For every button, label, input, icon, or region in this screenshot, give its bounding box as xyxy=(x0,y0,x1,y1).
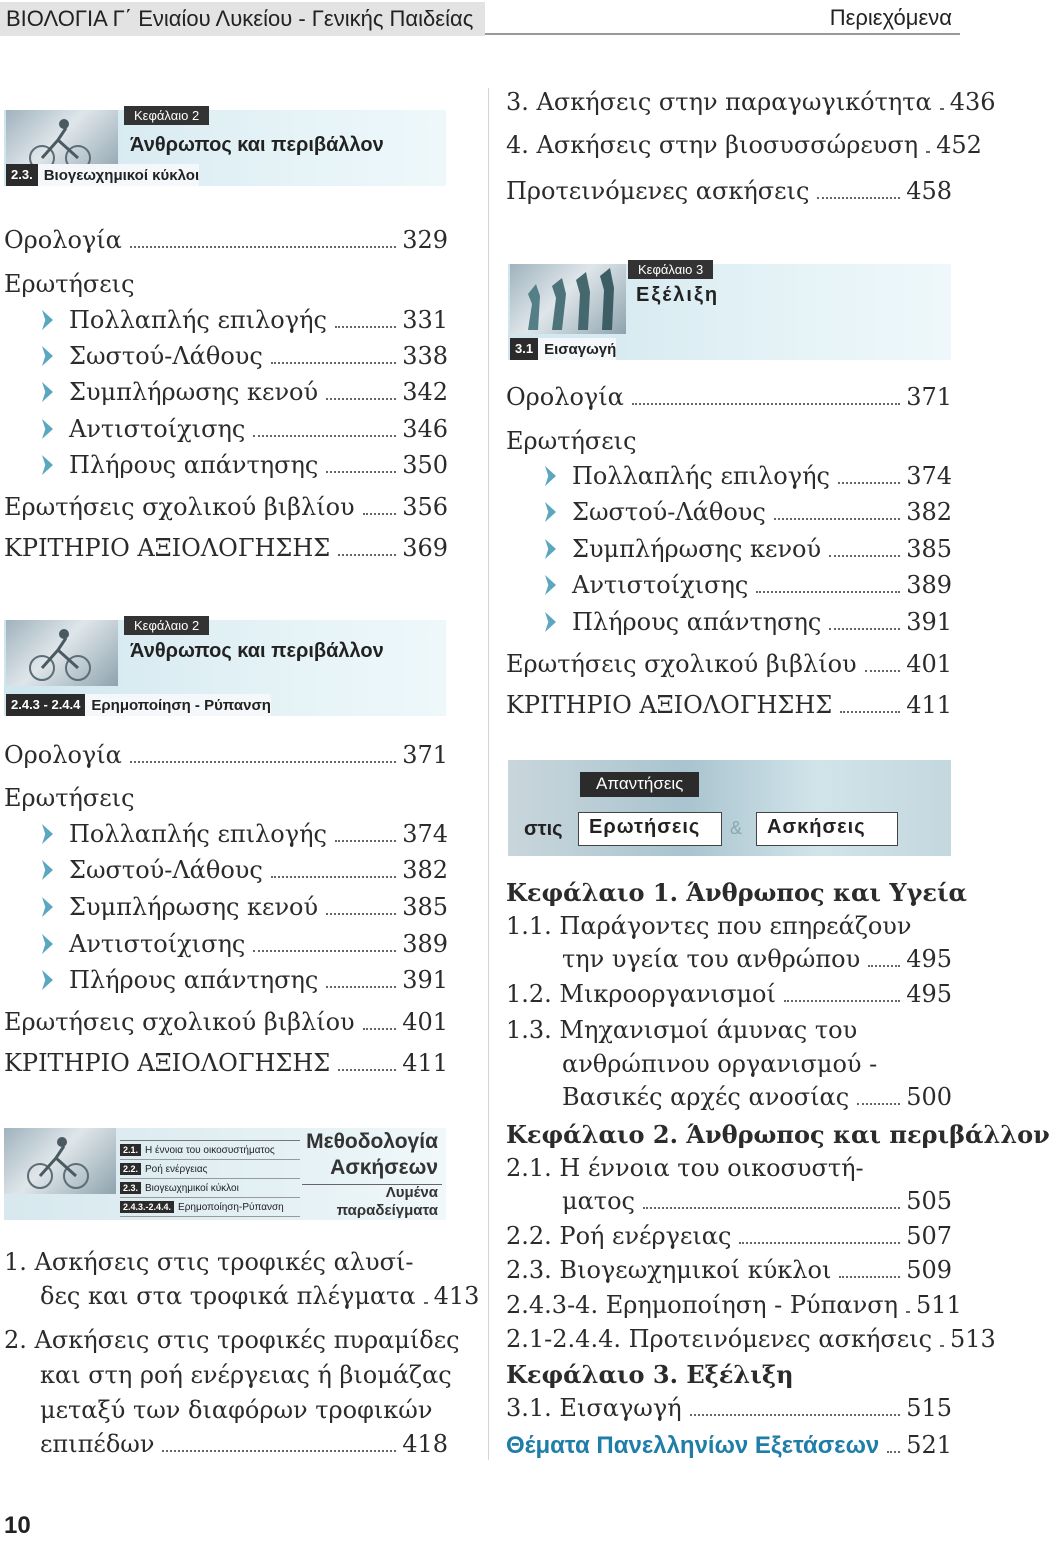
toc-entry[interactable]: την υγεία του ανθρώπου 495 xyxy=(562,945,952,973)
exercise-2-line: και στη ροή ενέργειας ή βιομάζας xyxy=(40,1361,452,1389)
toc-entry[interactable]: Ερωτήσεις σχολικού βιβλίου 401 xyxy=(506,650,952,678)
arrow-icon xyxy=(42,455,53,475)
method-subtitle: Λυμένα xyxy=(385,1184,438,1201)
chapter-banner-2-4 xyxy=(4,606,446,716)
toc-entry[interactable]: Σωστού-Λάθους 382 xyxy=(545,498,952,534)
section-title: Περιεχόμενα xyxy=(829,5,952,30)
toc-entry[interactable]: Ορολογία 329 xyxy=(4,226,448,254)
toc-heading: Ερωτήσεις xyxy=(4,270,135,298)
exercise-1-line: 1. Ασκήσεις στις τροφικές αλυσί- xyxy=(4,1248,414,1276)
toc-entry[interactable]: Συμπλήρωσης κενού 385 xyxy=(545,535,952,571)
toc-entry[interactable]: Βασικές αρχές ανοσίας 500 xyxy=(562,1083,952,1111)
questions-box: Ερωτήσεις xyxy=(578,812,722,846)
answer-line: 1.3. Μηχανισμοί άμυνας του xyxy=(506,1016,858,1044)
toc-entry[interactable]: Πολλαπλής επιλογής 331 xyxy=(42,306,448,342)
arrow-icon xyxy=(545,612,556,632)
toc-entry[interactable]: Συμπλήρωσης κενού 385 xyxy=(42,893,448,929)
toc-entry[interactable]: Ερωτήσεις σχολικού βιβλίου 401 xyxy=(4,1008,448,1036)
arrow-icon xyxy=(545,575,556,595)
chapter-heading: Κεφάλαιο 1. Άνθρωπος και Υγεία xyxy=(506,878,968,907)
arrow-icon xyxy=(42,346,53,366)
chapter-title: Άνθρωπος και περιβάλλον xyxy=(130,640,384,662)
ampersand: & xyxy=(730,818,743,838)
column-divider xyxy=(488,88,489,1460)
method-section-list xyxy=(120,1140,300,1217)
arrow-icon xyxy=(42,934,53,954)
arrow-icon xyxy=(545,502,556,522)
section-number: 2.3. xyxy=(6,164,38,186)
toc-entry[interactable]: Πλήρους απάντησης 391 xyxy=(42,966,448,1002)
toc-entry[interactable]: δες και στα τροφικά πλέγματα 413 xyxy=(40,1282,480,1310)
toc-entry[interactable]: Σωστού-Λάθους 338 xyxy=(42,342,448,378)
arrow-icon xyxy=(42,970,53,990)
section-bar xyxy=(6,694,271,716)
toc-entry[interactable]: 2.3. Βιογεωχημικοί κύκλοι 509 xyxy=(506,1256,952,1284)
answers-label: Απαντήσεις xyxy=(580,772,699,797)
toc-entry[interactable]: Ορολογία 371 xyxy=(506,383,952,411)
answer-line: 1.1. Παράγοντες που επηρεάζουν xyxy=(506,912,912,940)
arrow-icon xyxy=(42,860,53,880)
toc-entry[interactable]: Ερωτήσεις σχολικού βιβλίου 356 xyxy=(4,493,448,521)
list-item: 2.2. Ροή ενέργειας xyxy=(120,1160,300,1179)
toc-entry[interactable]: 4. Ασκήσεις στην βιοσυσσώρευση 452 xyxy=(506,131,982,159)
toc-entry[interactable]: Πολλαπλής επιλογής 374 xyxy=(42,820,448,856)
exercise-2-line: μεταξύ των διαφόρων τροφικών xyxy=(40,1396,433,1424)
chapter-label: Κεφάλαιο 2 xyxy=(124,616,209,635)
chapter-heading: Κεφάλαιο 3. Εξέλιξη xyxy=(506,1360,794,1389)
exercises-box: Ασκήσεις xyxy=(756,812,898,846)
page-number: 10 xyxy=(4,1512,31,1539)
toc-entry[interactable]: 2.2. Ροή ενέργειας 507 xyxy=(506,1222,952,1250)
toc-entry[interactable]: Αντιστοίχισης 389 xyxy=(545,571,952,607)
chapter-label: Κεφάλαιο 2 xyxy=(124,106,209,125)
section-name: Εισαγωγή xyxy=(544,340,617,358)
arrow-icon xyxy=(42,382,53,402)
running-header xyxy=(0,0,960,40)
toc-entry[interactable]: 1.2. Μικροοργανισμοί 495 xyxy=(506,980,952,1008)
toc-heading: Ερωτήσεις xyxy=(4,784,135,812)
answers-prefix: στις xyxy=(524,818,563,840)
toc-entry[interactable]: Πλήρους απάντησης 350 xyxy=(42,451,448,487)
chapter-heading: Κεφάλαιο 2. Άνθρωπος και περιβάλλον xyxy=(506,1120,1050,1149)
cyclist-image xyxy=(4,1128,116,1194)
toc-entry[interactable]: Αντιστοίχισης 389 xyxy=(42,930,448,966)
section-bar xyxy=(510,338,616,360)
national-exams-label: Θέματα Πανελληνίων Εξετάσεων xyxy=(506,1432,880,1459)
section-number: 3.1 xyxy=(510,338,538,360)
exercise-2-line: 2. Ασκήσεις στις τροφικές πυραμίδες xyxy=(4,1326,460,1354)
arrow-icon xyxy=(545,466,556,486)
header-rule xyxy=(485,33,960,35)
cyclist-image xyxy=(6,620,118,686)
toc-entry[interactable]: Σωστού-Λάθους 382 xyxy=(42,856,448,892)
toc-entry[interactable]: Θέματα Πανελληνίων Εξετάσεων 521 xyxy=(506,1431,952,1459)
chapter-label: Κεφάλαιο 3 xyxy=(628,260,713,279)
section-bar xyxy=(6,164,199,186)
toc-entry[interactable]: ΚΡΙΤΗΡΙΟ ΑΞΙΟΛΟΓΗΣΗΣ 411 xyxy=(4,1049,448,1077)
method-title-2: Ασκήσεων xyxy=(330,1156,438,1179)
toc-entry[interactable]: επιπέδων 418 xyxy=(40,1430,448,1458)
section-name: Ερημοποίηση - Ρύπανση xyxy=(91,696,271,714)
toc-entry[interactable]: 2.1-2.4.4. Προτεινόμενες ασκήσεις 513 xyxy=(506,1325,996,1353)
answer-line: 2.1. Η έννοια του οικοσυστή- xyxy=(506,1154,864,1182)
toc-entry[interactable]: Πολλαπλής επιλογής 374 xyxy=(545,462,952,498)
answer-line: ανθρώπινου οργανισμού - xyxy=(562,1050,878,1078)
toc-entry[interactable]: Προτεινόμενες ασκήσεις 458 xyxy=(506,177,952,205)
chapter-banner-3 xyxy=(508,250,951,360)
list-item: 2.1. Η έννοια του οικοσυστήματος xyxy=(120,1141,300,1160)
arrow-icon xyxy=(42,419,53,439)
list-item: 2.4.3.-2.4.4. Ερημοποίηση-Ρύπανση xyxy=(120,1198,300,1217)
arrow-icon xyxy=(42,824,53,844)
book-title: ΒΙΟΛΟΓΙΑ Γ΄ Ενιαίου Λυκείου - Γενικής Παιδείας xyxy=(0,2,485,36)
arrow-icon xyxy=(42,310,53,330)
answers-banner xyxy=(508,760,951,856)
methodology-banner xyxy=(4,1128,446,1220)
chapter-title: Εξέλιξη xyxy=(636,284,720,306)
chapter-title: Άνθρωπος και περιβάλλον xyxy=(130,134,384,156)
toc-entry[interactable]: 2.4.3-4. Ερημοποίηση - Ρύπανση 511 xyxy=(506,1291,962,1319)
method-subtitle-2: παραδείγματα xyxy=(336,1202,438,1219)
arrow-icon xyxy=(545,539,556,559)
section-number: 2.4.3 - 2.4.4 xyxy=(6,694,85,716)
list-item: 2.3. Βιογεωχημικοί κύκλοι xyxy=(120,1179,300,1198)
toc-entry[interactable]: ματος 505 xyxy=(562,1187,952,1215)
evolution-image xyxy=(510,264,626,334)
toc-entry[interactable]: Συμπλήρωσης κενού 342 xyxy=(42,378,448,414)
toc-entry[interactable]: Αντιστοίχισης 346 xyxy=(42,415,448,451)
toc-entry[interactable]: Ορολογία 371 xyxy=(4,741,448,769)
toc-entry[interactable]: 3. Ασκήσεις στην παραγωγικότητα 436 xyxy=(506,88,996,116)
chapter-banner-2-3 xyxy=(4,96,446,186)
toc-entry[interactable]: 3.1. Εισαγωγή 515 xyxy=(506,1394,952,1422)
toc-entry[interactable]: ΚΡΙΤΗΡΙΟ ΑΞΙΟΛΟΓΗΣΗΣ 411 xyxy=(506,691,952,719)
toc-entry[interactable]: Πλήρους απάντησης 391 xyxy=(545,608,952,644)
toc-entry[interactable]: ΚΡΙΤΗΡΙΟ ΑΞΙΟΛΟΓΗΣΗΣ 369 xyxy=(4,534,448,562)
method-title: Μεθοδολογία xyxy=(306,1130,438,1153)
toc-heading: Ερωτήσεις xyxy=(506,427,637,455)
arrow-icon xyxy=(42,897,53,917)
section-name: Βιογεωχημικοί κύκλοι xyxy=(43,166,200,184)
